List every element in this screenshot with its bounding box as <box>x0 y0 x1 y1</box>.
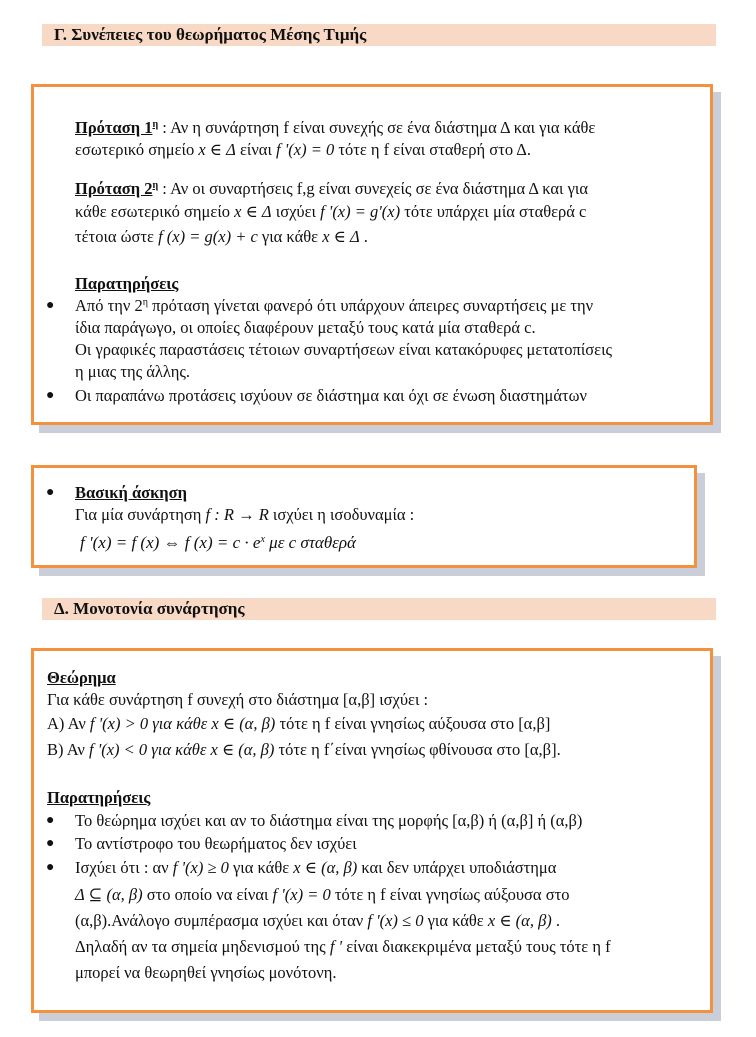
theorem-heading <box>47 667 116 689</box>
sup: x <box>260 534 265 545</box>
math: f (x) = g(x) + c <box>158 227 258 246</box>
remark-3-line-1 <box>75 857 556 879</box>
text: εσωτερικό σημείο <box>75 140 199 159</box>
section-header-d <box>42 598 716 620</box>
basic-exercise-title <box>75 482 187 504</box>
remark-2 <box>75 833 357 855</box>
remark-3-line-5 <box>75 962 336 984</box>
sup: η <box>152 119 159 130</box>
text: κάθε εσωτερικό σημείο <box>75 202 235 221</box>
proposition-2-line-2 <box>75 201 586 223</box>
math: f '(x) ≥ 0 <box>172 858 229 877</box>
theorem-case-b <box>47 739 561 761</box>
text: ισχύει η ισοδυναμία : <box>268 505 415 524</box>
text: είναι διακεκριμένα μεταξύ τους τότε η f <box>342 937 611 956</box>
remark-2-line-1 <box>75 385 587 407</box>
propositions-box <box>31 84 713 425</box>
text: Δηλαδή αν τα σημεία μηδενισμού της <box>75 937 330 956</box>
remark-3-line-2 <box>75 884 569 906</box>
text: Β) Αν <box>47 740 89 759</box>
text: . <box>551 911 561 930</box>
math: x ∈ (α, β) <box>487 911 552 930</box>
proposition-1-line-2 <box>75 139 531 161</box>
math: f : R → R <box>205 505 269 524</box>
text: τότε η f είναι σταθερή στο Δ. <box>334 140 532 159</box>
math: x ∈ Δ <box>198 140 236 159</box>
basic-exercise-formula <box>80 532 356 554</box>
remark-1-line-1 <box>75 295 593 317</box>
basic-exercise-box <box>31 465 697 568</box>
theorem-label: Θεώρημα <box>47 668 116 687</box>
text: (α,β).Ανάλογο συμπέρασμα ισχύει και όταν <box>75 911 368 930</box>
math: f ' <box>329 937 343 956</box>
remarks-heading <box>75 273 178 295</box>
text: Για κάθε συνάρτηση f συνεχή στο διάστημα [α,β] ισχύει : <box>47 690 429 709</box>
sup: η <box>152 180 159 191</box>
basic-exercise-line-1 <box>75 504 414 526</box>
exercise-label: Βασική άσκηση <box>75 483 188 502</box>
text: τότε η f΄είναι γνησίως φθίνουσα στο [α,β]. <box>274 740 561 759</box>
text: Οι παραπάνω προτάσεις ισχύουν σε διάστημα και όχι σε ένωση διαστημάτων <box>75 386 587 405</box>
text: Α) Αν <box>47 714 90 733</box>
proposition-2-label: Πρόταση 2 <box>75 179 153 198</box>
text: ισχύει <box>271 202 321 221</box>
text: τότε η f είναι γνησίως αύξουσα στο [α,β] <box>275 714 551 733</box>
bullet-icon: ● <box>46 860 55 875</box>
remarks-label: Παρατηρήσεις <box>75 274 179 293</box>
section-title: Γ. Συνέπειες του θεωρήματος Μέσης Τιμής <box>54 25 367 44</box>
text: Οι γραφικές παραστάσεις τέτοιων συναρτήσεων είναι κατακόρυφες μετατοπίσεις <box>75 340 613 359</box>
text: τέτοια ώστε <box>75 227 159 246</box>
formula: f '(x) = f (x) ⇔ f (x) = c · e <box>80 533 261 552</box>
text: η μιας της άλλης. <box>75 362 191 381</box>
proposition-1-label: Πρόταση 1 <box>75 118 153 137</box>
text: μπορεί να θεωρηθεί γνησίως μονότονη. <box>75 963 337 982</box>
remark-3-line-4 <box>75 936 611 958</box>
text: για κάθε <box>228 858 294 877</box>
remark-1 <box>75 810 582 832</box>
text: . <box>359 227 368 246</box>
text: Από την 2 <box>75 296 143 315</box>
math: Δ ⊆ (α, β) <box>75 885 143 904</box>
bullet-icon: ● <box>46 836 55 851</box>
math: x ∈ Δ <box>234 202 272 221</box>
text: : Αν οι συναρτήσεις f,g είναι συνεχείς σε ένα διάστημα Δ και για <box>158 179 588 198</box>
sup: η <box>142 297 148 308</box>
section-title: Δ. Μονοτονία συνάρτησης <box>54 599 245 618</box>
text: στο οποίο να είναι <box>142 885 273 904</box>
proposition-2-line-1 <box>75 178 588 200</box>
math: f '(x) < 0 για κάθε x ∈ (α, β) <box>89 740 275 759</box>
text: πρόταση γίνεται φανερό ότι υπάρχουν άπειρες συναρτήσεις με την <box>147 296 594 315</box>
proposition-2-line-3 <box>75 226 368 248</box>
bullet-icon: ● <box>46 485 55 500</box>
proposition-1-line-1 <box>75 117 595 139</box>
text: και δεν υπάρχει υποδιάστημα <box>357 858 557 877</box>
text: Το θεώρημα ισχύει και αν το διάστημα είναι της μορφής [α,β) ή (α,β] ή (α,β) <box>75 811 583 830</box>
monotonicity-box <box>31 648 713 1013</box>
remark-1-line-2 <box>75 317 536 339</box>
math: f '(x) > 0 για κάθε x ∈ (α, β) <box>89 714 276 733</box>
text: είναι <box>235 140 277 159</box>
text: τότε υπάρχει μία σταθερά c <box>400 202 587 221</box>
math: f '(x) = g'(x) <box>320 202 401 221</box>
text: τότε η f είναι γνησίως αύξουσα στο <box>330 885 570 904</box>
bullet-icon: ● <box>46 298 55 313</box>
math: x ∈ Δ <box>322 227 360 246</box>
text: Για μία συνάρτηση <box>75 505 206 524</box>
text: Ισχύει ότι : αν <box>75 858 173 877</box>
text: : Αν η συνάρτηση f είναι συνεχής σε ένα διάστημα Δ και για κάθε <box>158 118 596 137</box>
text: Το αντίστροφο του θεωρήματος δεν ισχύει <box>75 834 357 853</box>
theorem-case-a <box>47 713 550 735</box>
formula-tail: με c σταθερά <box>264 533 356 552</box>
remarks-heading <box>47 787 150 809</box>
theorem-line-1 <box>47 689 428 711</box>
remarks-label: Παρατηρήσεις <box>47 788 151 807</box>
section-header-g <box>42 24 716 46</box>
remark-1-line-3 <box>75 339 612 361</box>
math: x ∈ (α, β) <box>293 858 358 877</box>
math: f '(x) ≤ 0 <box>367 911 424 930</box>
remark-1-line-4 <box>75 361 190 383</box>
text: για κάθε <box>257 227 323 246</box>
math: f '(x) = 0 <box>276 140 335 159</box>
remark-3-line-3 <box>75 910 560 932</box>
bullet-icon: ● <box>46 813 55 828</box>
text: για κάθε <box>423 911 488 930</box>
text: ίδια παράγωγο, οι οποίες διαφέρουν μεταξύ τους κατά μία σταθερά c. <box>75 318 536 337</box>
bullet-icon: ● <box>46 388 55 403</box>
math: f '(x) = 0 <box>272 885 331 904</box>
